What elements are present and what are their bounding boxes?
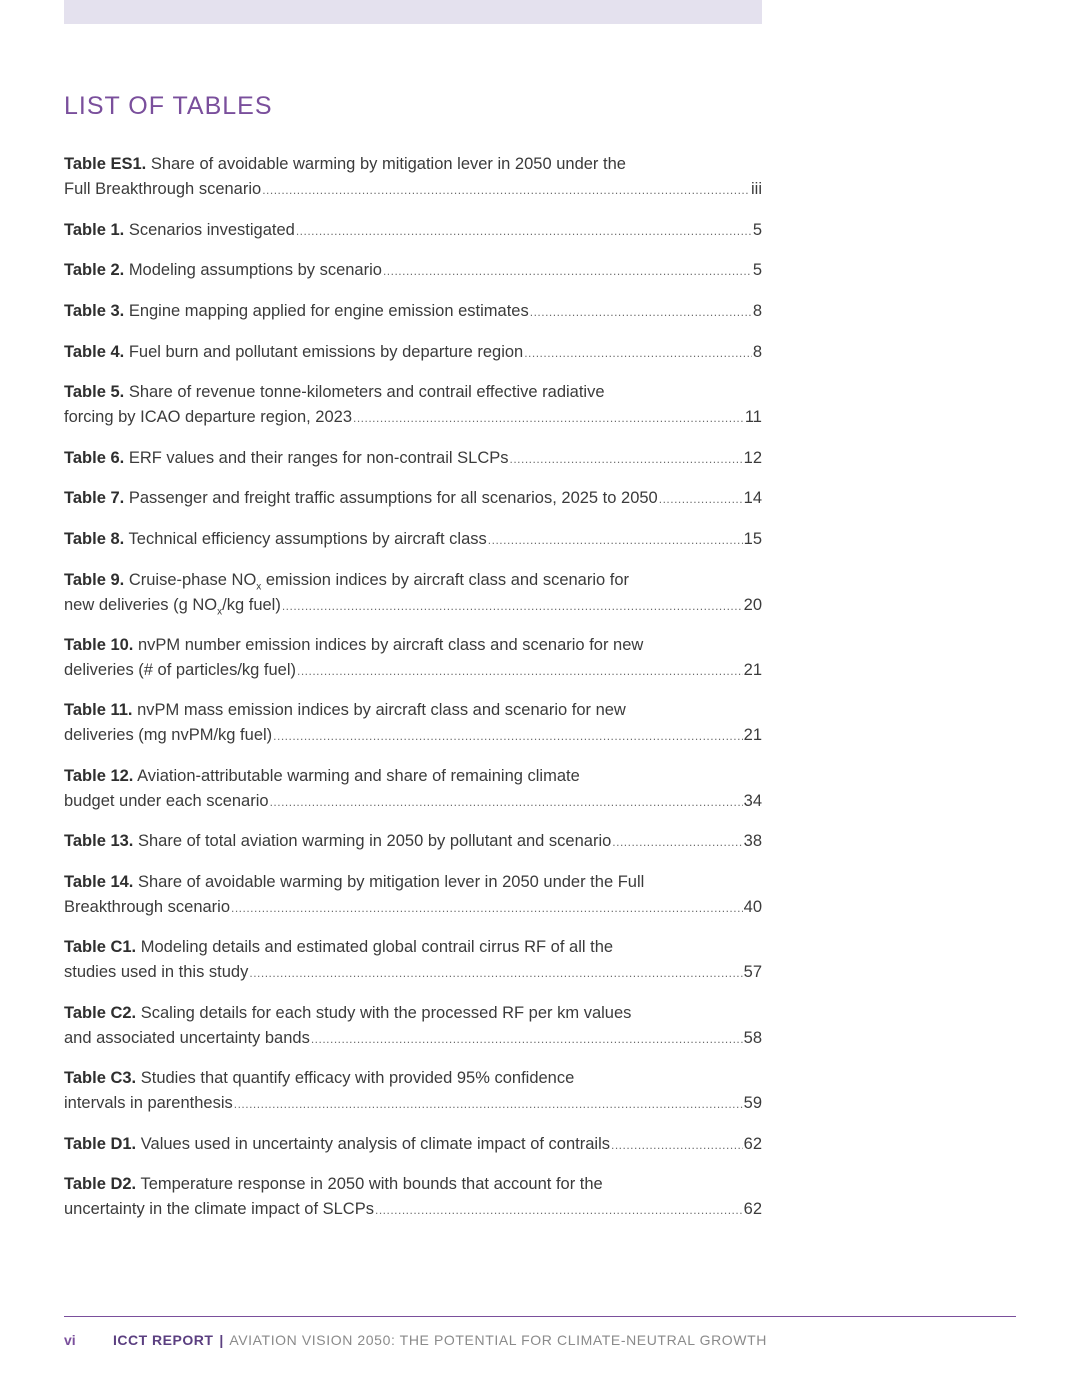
page-title: LIST OF TABLES xyxy=(64,92,273,120)
entry-title-line2: uncertainty in the climate impact of SLCPs xyxy=(64,1200,374,1218)
toc-entry-table-d1[interactable] xyxy=(64,1132,762,1158)
entry-title: Fuel burn and pollutant emissions by departure region xyxy=(128,343,524,361)
entry-title: Values used in uncertainty analysis of climate impact of contrails xyxy=(140,1135,610,1153)
dot-leader xyxy=(510,447,743,472)
dot-leader xyxy=(611,1133,743,1158)
toc-entry-table-es1[interactable] xyxy=(64,152,762,203)
entry-title-line1: Share of avoidable warming by mitigation lever in 2050 under the Full xyxy=(138,873,645,891)
entry-title-line1: nvPM mass emission indices by aircraft class and scenario for new xyxy=(137,701,626,719)
dot-leader xyxy=(249,961,742,986)
entry-title-line2: Full Breakthrough scenario xyxy=(64,180,262,198)
toc-entry-table-12[interactable] xyxy=(64,764,762,815)
entry-title-line2: intervals in parenthesis xyxy=(64,1094,233,1112)
entry-page-number: 21 xyxy=(743,661,762,679)
entry-label: Table 1. xyxy=(64,221,125,239)
entry-page-number: 34 xyxy=(743,792,762,810)
entry-label: Table 12. xyxy=(64,767,134,785)
entry-page-number: 20 xyxy=(743,596,762,614)
dot-leader xyxy=(383,259,752,284)
dot-leader xyxy=(270,790,743,815)
entry-page-number: 62 xyxy=(743,1200,762,1218)
toc-entry-table-3[interactable] xyxy=(64,299,762,325)
entry-title: Passenger and freight traffic assumptions for all scenarios, 2025 to 2050 xyxy=(128,489,658,507)
toc-entry-table-9[interactable] xyxy=(64,568,762,619)
entry-label: Table 4. xyxy=(64,343,125,361)
entry-title: Technical efficiency assumptions by aircraft class xyxy=(128,530,487,548)
entry-title-line1-part2: emission indices by aircraft class and scenario for xyxy=(261,571,630,589)
entry-page-number: 21 xyxy=(743,726,762,744)
toc-entry-table-10[interactable] xyxy=(64,633,762,684)
dot-leader xyxy=(524,341,752,366)
dot-leader xyxy=(530,300,752,325)
dot-leader xyxy=(311,1027,743,1052)
entry-label: Table 3. xyxy=(64,302,125,320)
entry-page-number: 38 xyxy=(743,832,762,850)
toc-entry-table-2[interactable] xyxy=(64,258,762,284)
entry-title-line2: deliveries (# of particles/kg fuel) xyxy=(64,661,297,679)
entry-label: Table 10. xyxy=(64,636,134,654)
entry-title-line2: budget under each scenario xyxy=(64,792,269,810)
header-band xyxy=(64,0,762,24)
entry-page-number: 5 xyxy=(752,261,762,279)
entry-page-number: 59 xyxy=(743,1094,762,1112)
entry-page-number: 14 xyxy=(743,489,762,507)
entry-label: Table 5. xyxy=(64,383,125,401)
toc-entry-table-c1[interactable] xyxy=(64,935,762,986)
dot-leader xyxy=(659,487,743,512)
entry-title-line1: Scaling details for each study with the processed RF per km values xyxy=(140,1004,632,1022)
entry-title-line1: nvPM number emission indices by aircraft class and scenario for new xyxy=(138,636,644,654)
entry-page-number: iii xyxy=(751,180,762,198)
toc-entry-table-5[interactable] xyxy=(64,380,762,431)
toc-entry-table-11[interactable] xyxy=(64,698,762,749)
entry-title: Engine mapping applied for engine emission estimates xyxy=(128,302,529,320)
entry-title-line2-part1: new deliveries (g NO xyxy=(64,596,218,614)
entry-title-line1: Share of avoidable warming by mitigation lever in 2050 under the xyxy=(150,155,626,173)
entry-page-number: 58 xyxy=(743,1029,762,1047)
dot-leader xyxy=(231,896,743,921)
subscript-x: x xyxy=(256,581,262,593)
entry-label: Table 14. xyxy=(64,873,134,891)
entry-page-number: 12 xyxy=(743,449,762,467)
dot-leader xyxy=(297,659,743,684)
footer-report-title: AVIATION VISION 2050: THE POTENTIAL FOR CLIMATE-NEUTRAL GROWTH xyxy=(229,1332,767,1348)
toc-entry-table-14[interactable] xyxy=(64,870,762,921)
footer-separator: | xyxy=(219,1332,224,1348)
entry-page-number: 40 xyxy=(743,898,762,916)
toc-entry-table-d2[interactable] xyxy=(64,1172,762,1223)
entry-title-line2: Breakthrough scenario xyxy=(64,898,231,916)
dot-leader xyxy=(273,724,742,749)
dot-leader xyxy=(612,830,742,855)
toc-entry-table-7[interactable] xyxy=(64,486,762,512)
entry-title: Modeling assumptions by scenario xyxy=(128,261,382,279)
footer-divider xyxy=(64,1316,1016,1317)
entry-label: Table C3. xyxy=(64,1069,137,1087)
entry-label: Table ES1. xyxy=(64,155,147,173)
entry-title-line1: Temperature response in 2050 with bounds that account for the xyxy=(140,1175,603,1193)
dot-leader xyxy=(353,406,744,431)
entry-title: Share of total aviation warming in 2050 by pollutant and scenario xyxy=(138,832,612,850)
entry-title: ERF values and their ranges for non-contrail SLCPs xyxy=(128,449,509,467)
dot-leader xyxy=(296,219,752,244)
entry-label: Table 2. xyxy=(64,261,125,279)
entry-label: Table 8. xyxy=(64,530,125,548)
toc-entry-table-4[interactable] xyxy=(64,340,762,366)
entry-title-line2: and associated uncertainty bands xyxy=(64,1029,310,1047)
toc-entry-table-1[interactable] xyxy=(64,218,762,244)
entry-page-number: 8 xyxy=(752,343,762,361)
dot-leader xyxy=(375,1198,743,1223)
footer-brand: ICCT REPORT xyxy=(113,1332,214,1348)
entry-title-line2: forcing by ICAO departure region, 2023 xyxy=(64,408,353,426)
entry-page-number: 15 xyxy=(743,530,762,548)
subscript-x: x xyxy=(217,606,223,618)
toc-entry-table-13[interactable] xyxy=(64,829,762,855)
dot-leader xyxy=(262,178,750,203)
entry-title-line1: Modeling details and estimated global contrail cirrus RF of all the xyxy=(140,938,614,956)
entry-label: Table 7. xyxy=(64,489,125,507)
entry-title-line2: deliveries (mg nvPM/kg fuel) xyxy=(64,726,273,744)
entry-title-line1-part1: Cruise-phase NO xyxy=(128,571,257,589)
entry-label: Table 11. xyxy=(64,701,133,719)
entry-label: Table D1. xyxy=(64,1135,137,1153)
entry-label: Table C2. xyxy=(64,1004,137,1022)
toc-entry-table-c3[interactable] xyxy=(64,1066,762,1117)
dot-leader xyxy=(488,528,743,553)
entry-page-number: 8 xyxy=(752,302,762,320)
entry-title-line1: Aviation-attributable warming and share of remaining climate xyxy=(137,767,580,785)
entry-label: Table 9. xyxy=(64,571,125,589)
dot-leader xyxy=(282,594,743,619)
entry-title: Scenarios investigated xyxy=(128,221,295,239)
entry-title-line1: Share of revenue tonne-kilometers and contrail effective radiative xyxy=(128,383,605,401)
toc-entry-table-8[interactable] xyxy=(64,527,762,553)
entry-title-line2-part2: /kg fuel) xyxy=(222,596,281,614)
entry-label: Table 6. xyxy=(64,449,125,467)
entry-label: Table 13. xyxy=(64,832,134,850)
entry-page-number: 5 xyxy=(752,221,762,239)
entry-page-number: 57 xyxy=(743,963,762,981)
page-footer xyxy=(64,1332,767,1348)
entry-page-number: 62 xyxy=(743,1135,762,1153)
toc-entry-table-c2[interactable] xyxy=(64,1001,762,1052)
footer-page-number: vi xyxy=(64,1332,76,1348)
entry-page-number: 11 xyxy=(744,408,762,426)
dot-leader xyxy=(234,1092,743,1117)
entry-title-line2: studies used in this study xyxy=(64,963,249,981)
entry-label: Table D2. xyxy=(64,1175,137,1193)
toc-entry-table-6[interactable] xyxy=(64,446,762,472)
entry-title-line1: Studies that quantify efficacy with provided 95% confidence xyxy=(140,1069,575,1087)
entry-label: Table C1. xyxy=(64,938,137,956)
